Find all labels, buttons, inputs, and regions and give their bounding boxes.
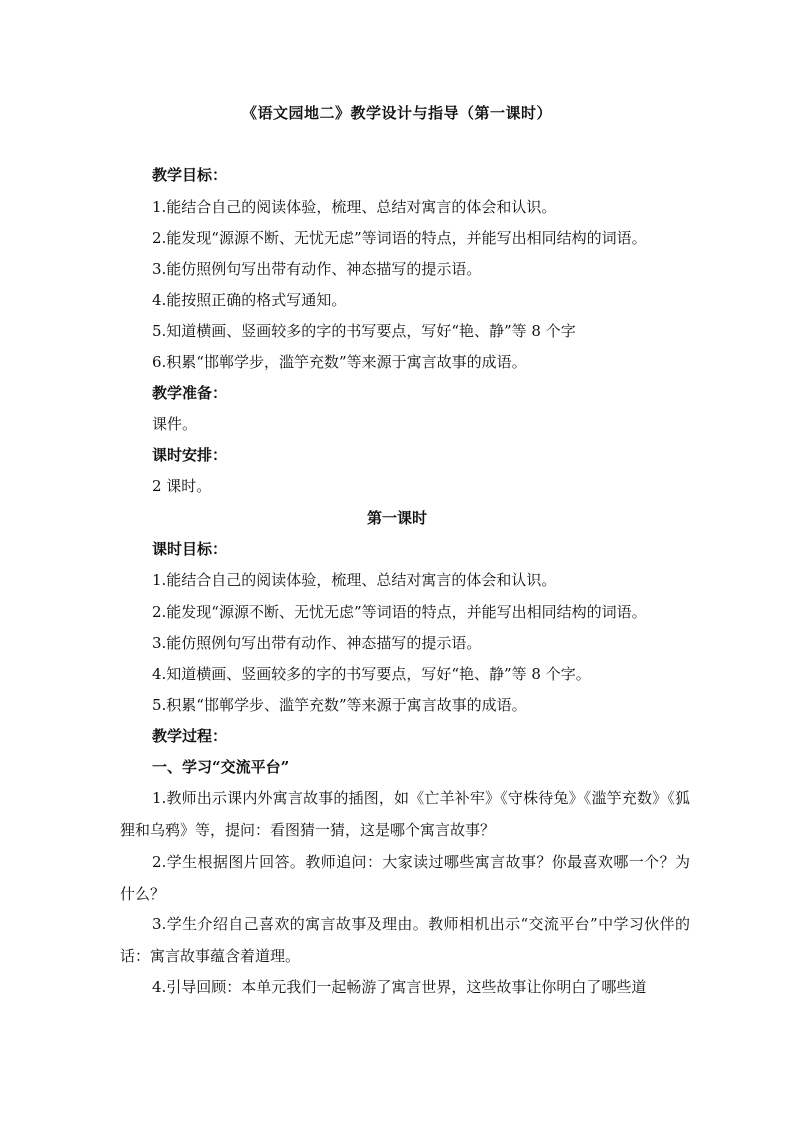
goal-item: 5.知道横画、竖画较多的字的书写要点，写好“艳、静”等 8 个字 <box>152 322 576 340</box>
process-paragraph: 1.教师出示课内外寓言故事的插图，如《亡羊补牢》《守株待兔》《滥竽充数》《狐狸和乌鸦》等，提问：看图猜一猜，这是哪个寓言故事？ <box>120 789 690 839</box>
goal-item: 4.能按照正确的格式写通知。 <box>152 291 347 309</box>
lesson-goals-heading: 课时目标： <box>152 540 228 558</box>
schedule-heading: 课时安排： <box>152 446 228 464</box>
goal-item: 2.能发现“源源不断、无忧无虑”等词语的特点，并能写出相同结构的词语。 <box>152 229 647 247</box>
section-heading: 一、学习“交流平台” <box>152 758 290 776</box>
goal-item: 1.能结合自己的阅读体验，梳理、总结对寓言的体会和认识。 <box>152 198 557 216</box>
lesson-goal-item: 2.能发现“源源不断、无忧无虑”等词语的特点，并能写出相同结构的词语。 <box>152 603 647 621</box>
goals-heading: 教学目标： <box>152 166 228 184</box>
lesson-heading: 第一课时 <box>366 509 427 527</box>
goal-item: 3.能仿照例句写出带有动作、神态描写的提示语。 <box>152 260 482 278</box>
process-paragraph: 3.学生介绍自己喜欢的寓言故事及理由。教师相机出示“交流平台”中学习伙伴的话：寓言故事蕴含着道理。 <box>120 915 690 965</box>
document-title: 《语文园地二》教学设计与指导（第一课时） <box>241 104 552 122</box>
lesson-goal-item: 1.能结合自己的阅读体验，梳理、总结对寓言的体会和认识。 <box>152 571 557 589</box>
process-paragraph: 2.学生根据图片回答。教师追问：大家读过哪些寓言故事？你最喜欢哪一个？为什么？ <box>120 853 690 903</box>
prep-heading: 教学准备： <box>152 384 228 402</box>
lesson-goal-item: 4.知道横画、竖画较多的字的书写要点，写好“艳、静”等 8 个字。 <box>152 665 591 683</box>
lesson-goal-item: 3.能仿照例句写出带有动作、神态描写的提示语。 <box>152 634 482 652</box>
goal-item: 6.积累“邯郸学步，滥竽充数”等来源于寓言故事的成语。 <box>152 353 527 371</box>
prep-text: 课件。 <box>152 415 198 433</box>
process-paragraph: 4.引导回顾：本单元我们一起畅游了寓言世界，这些故事让你明白了哪些道 <box>152 978 647 996</box>
lesson-goal-item: 5.积累“邯郸学步、滥竽充数”等来源于寓言故事的成语。 <box>152 696 527 714</box>
schedule-text: 2 课时。 <box>152 477 212 495</box>
process-heading: 教学过程： <box>152 727 228 745</box>
